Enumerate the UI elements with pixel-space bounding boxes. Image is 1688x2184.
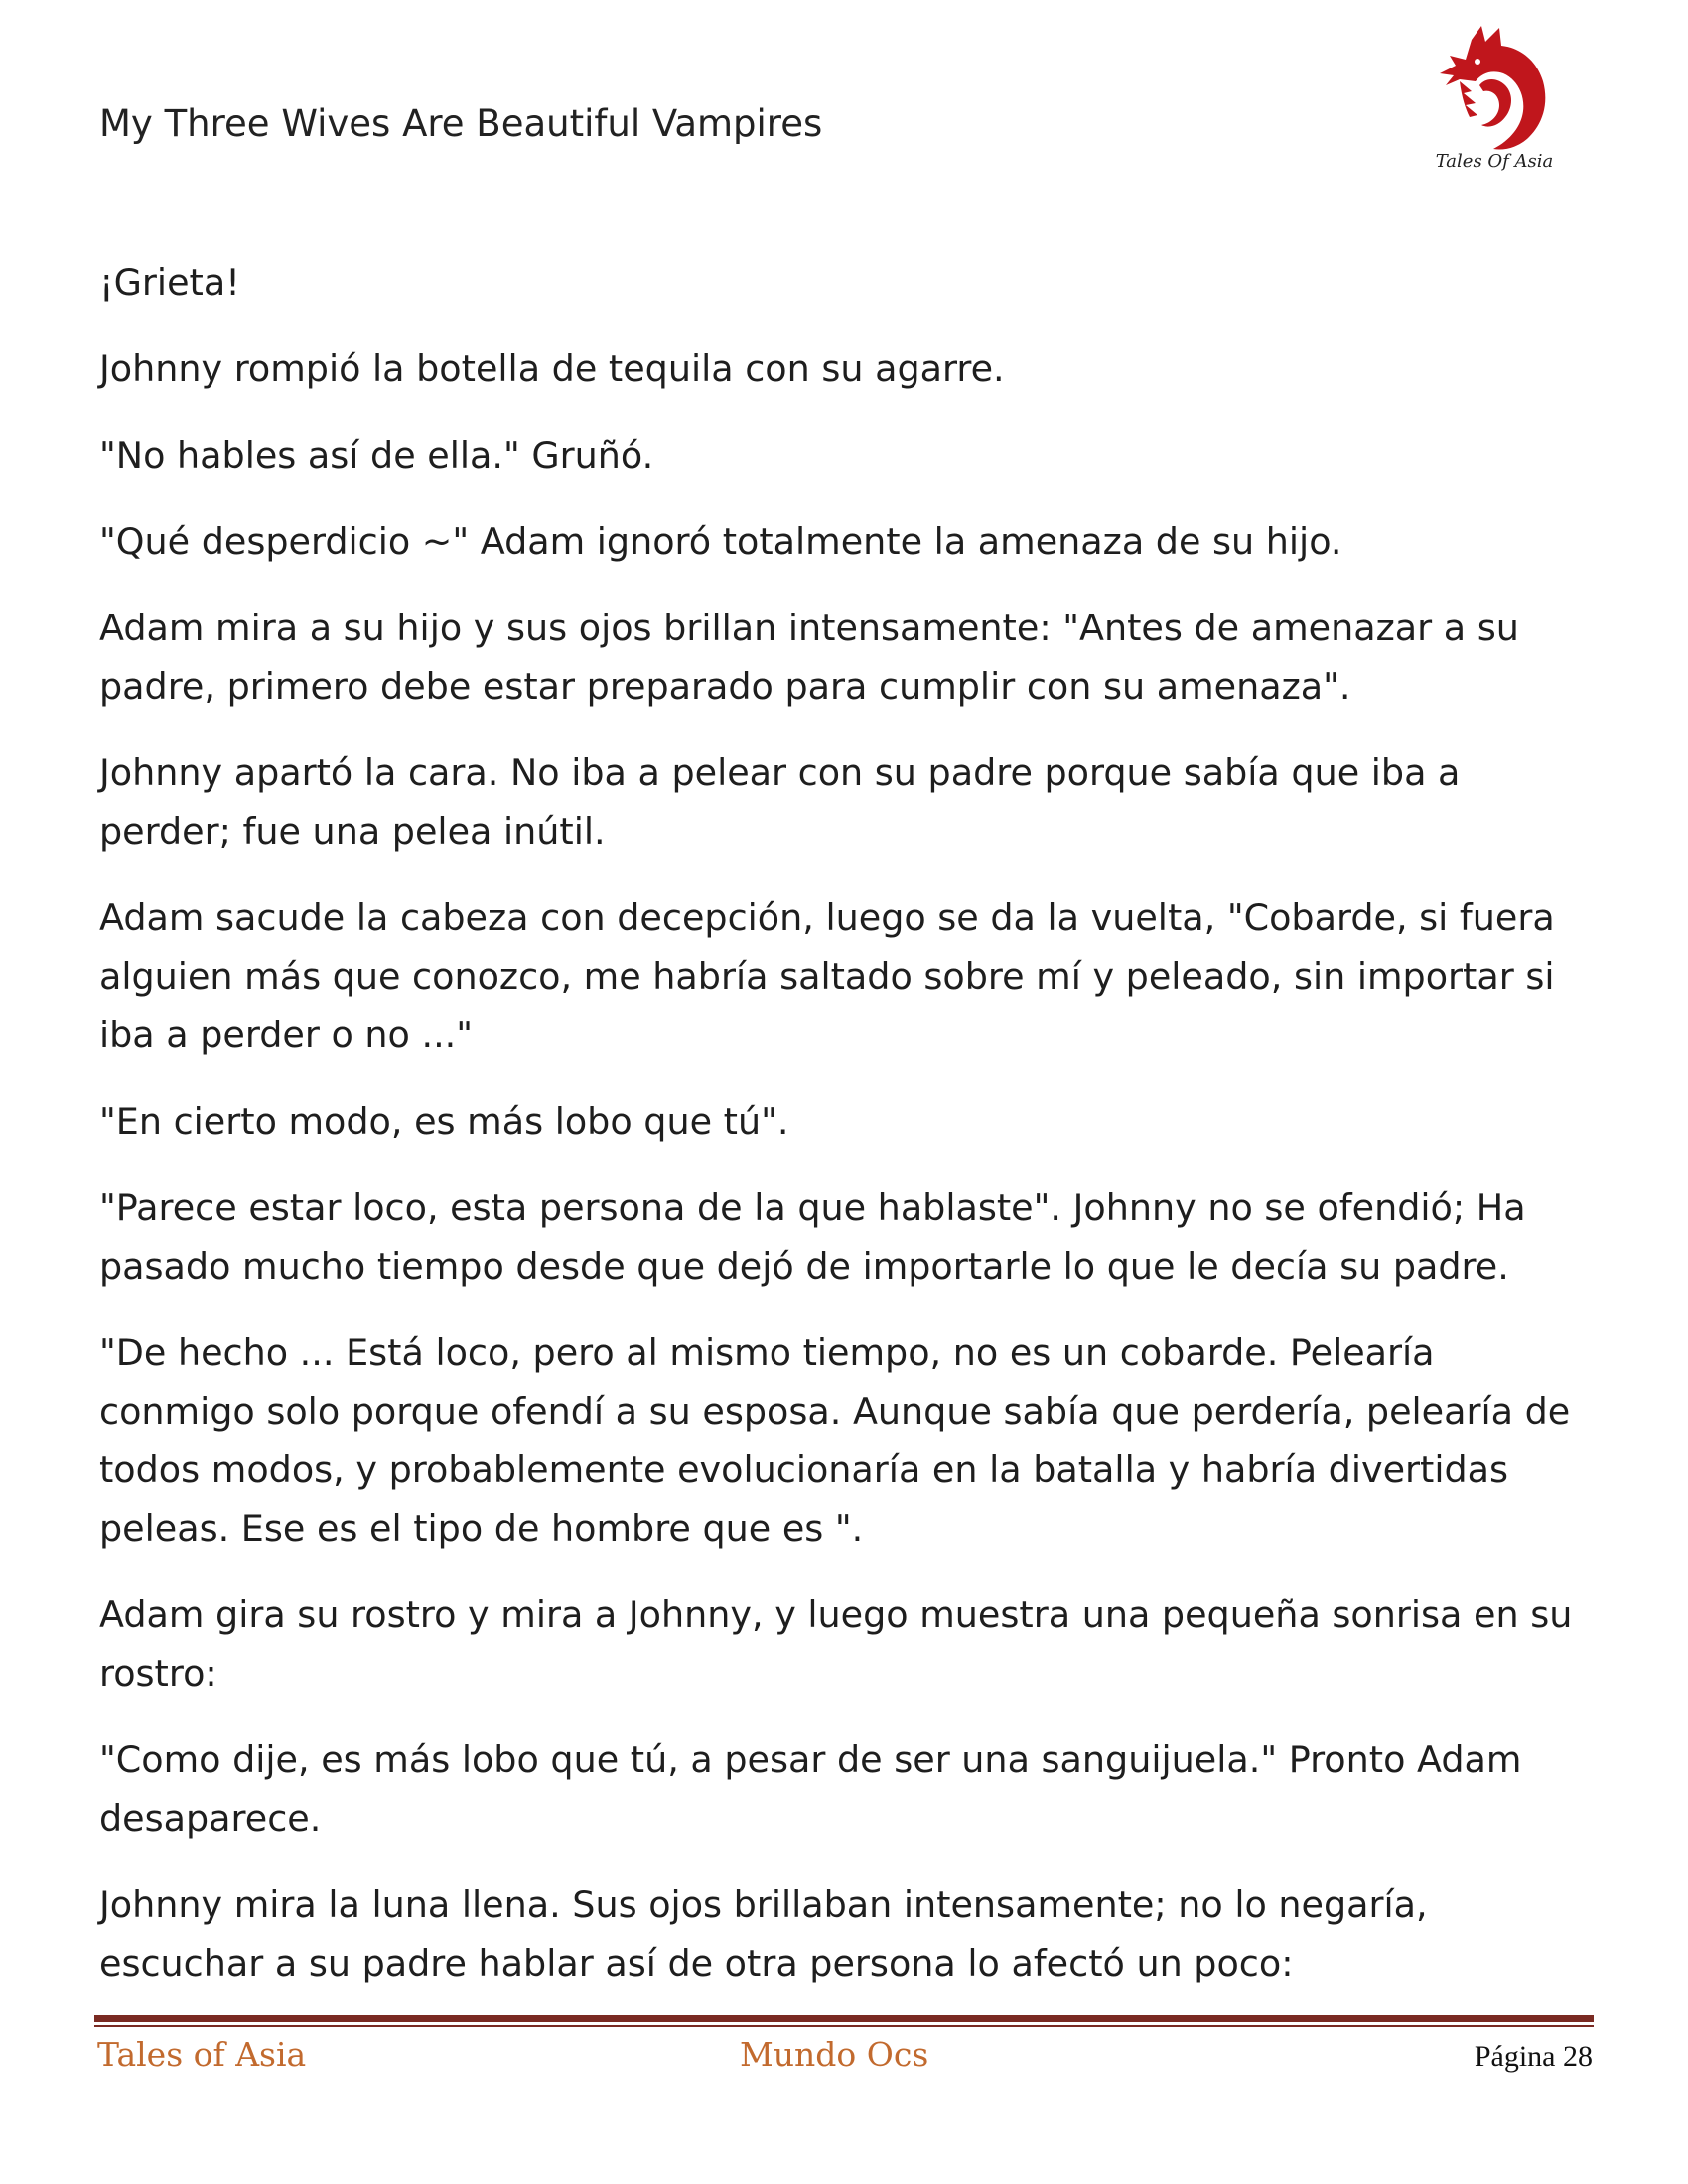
paragraph: "Parece estar loco, esta persona de la que hablaste". Johnny no se ofendió; Ha pasado mucho tiempo desde que dejó de importarle lo que le decía su padre. xyxy=(99,1186,1526,1288)
footer-divider xyxy=(94,2015,1594,2027)
paragraph: Johnny apartó la cara. No iba a pelear con su padre porque sabía que iba a perder; fue una pelea inútil. xyxy=(99,751,1461,853)
paragraph: Adam mira a su hijo y sus ojos brillan intensamente: "Antes de amenazar a su padre, primero debe estar preparado para cumplir con su amenaza". xyxy=(99,607,1519,708)
paragraph: "No hables así de ella." Gruñó. xyxy=(99,434,654,477)
paragraph: ¡Grieta! xyxy=(99,261,240,304)
paragraph: Adam gira su rostro y mira a Johnny, y luego muestra una pequeña sonrisa en su rostro: xyxy=(99,1593,1573,1695)
page-number: Página 28 xyxy=(1474,2040,1593,2073)
chapter-body xyxy=(99,253,1589,2020)
paragraph: "Qué desperdicio ~" Adam ignoró totalmente la amenaza de su hijo. xyxy=(99,520,1342,563)
paragraph: Johnny mira la luna llena. Sus ojos brillaban intensamente; no lo negaría, escuchar a su padre hablar así de otra persona lo afectó un poco: xyxy=(99,1883,1428,1984)
footer-group: Mundo Ocs xyxy=(740,2035,929,2074)
footer-publisher: Tales of Asia xyxy=(97,2035,307,2074)
paragraph: Adam sacude la cabeza con decepción, luego se da la vuelta, "Cobarde, si fuera alguien más que conozco, me habría saltado sobre mí y peleado, sin importar si iba a perder o no ..." xyxy=(99,896,1555,1056)
publisher-logo xyxy=(1420,20,1569,184)
paragraph: "De hecho ... Está loco, pero al mismo tiempo, no es un cobarde. Pelearía conmigo solo porque ofendí a su esposa. Aunque sabía que perdería, pelearía de todos modos, y probablemente evolucionaría en la batalla y habría divertidas peleas. Ese es el tipo de hombre que es ". xyxy=(99,1331,1571,1550)
paragraph: "En cierto modo, es más lobo que tú". xyxy=(99,1100,789,1143)
paragraph: "Como dije, es más lobo que tú, a pesar de ser una sanguijuela." Pronto Adam desaparece. xyxy=(99,1738,1522,1840)
book-title: My Three Wives Are Beautiful Vampires xyxy=(99,102,823,145)
logo-text: Tales Of Asia xyxy=(1435,151,1554,172)
paragraph: Johnny rompió la botella de tequila con su agarre. xyxy=(99,347,1005,390)
